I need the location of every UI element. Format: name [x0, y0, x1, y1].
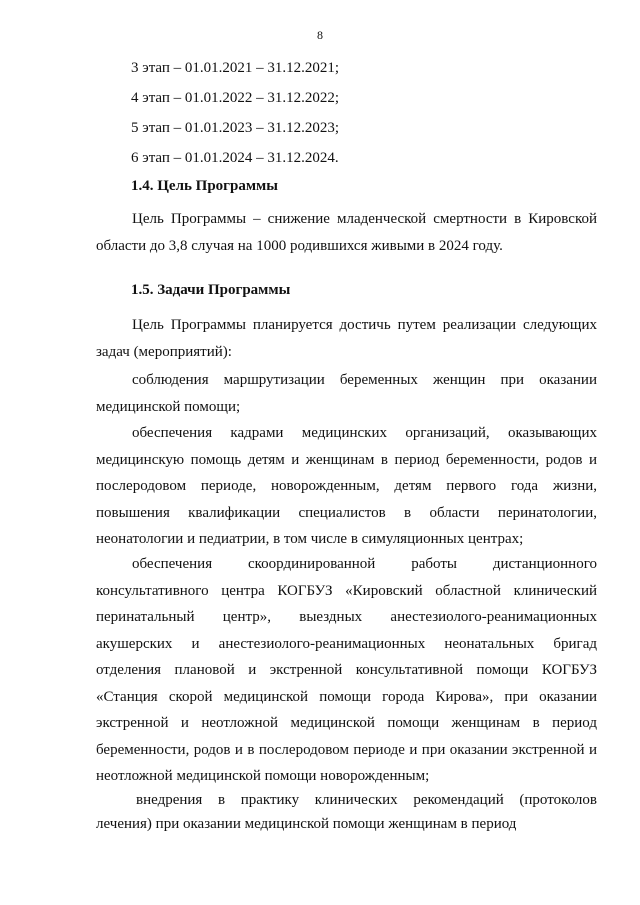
- stages-list: [131, 58, 339, 178]
- tasks-paragraph: обеспечения скоординированной работы дистанционного консультативного центра КОГБУЗ «Кировский областной клинический перинатальный центр», выездных анестезиолого-реанимационных акушерских и анестезиолого-реанимационных неонатальных бригад отделения плановой и экстренной консультативной помощи КОГБУЗ «Станция скорой медицинской помощи города Кирова», при оказании экстренной и неотложной медицинской помощи женщинам в период беременности, родов и в послеродовом периоде и при оказании экстренной и неотложной медицинской помощи новорожденным;: [96, 556, 597, 784]
- tasks-paragraph: обеспечения кадрами медицинских организаций, оказывающих медицинскую помощь детям и женщинам в период беременности, родов и послеродовом периоде, новорожденным, детям первого года жизни, повышения квалификации специалистов в области перинатологии, неонатологии и педиатрии, в том числе в симуляционных центрах;: [96, 425, 597, 547]
- stage-item: 6 этап – 01.01.2024 – 31.12.2024.: [131, 150, 339, 166]
- stage-item: 4 этап – 01.01.2022 – 31.12.2022;: [131, 90, 340, 106]
- tasks-heading: 1.5. Задачи Программы: [131, 282, 291, 298]
- stage-item: 3 этап – 01.01.2021 – 31.12.2021;: [131, 60, 340, 76]
- tasks-paragraph: Цель Программы планируется достичь путем реализации следующих задач (мероприятий):: [96, 317, 597, 360]
- goal-paragraph: Цель Программы – снижение младенческой смертности в Кировской области до 3,8 случая на 1000 родившихся живыми в 2024 году.: [96, 211, 597, 254]
- tasks-paragraph: внедрения в практику клинических рекомендаций (протоколов лечения) при оказании медицинской помощи женщинам в период: [96, 792, 597, 832]
- tasks-paragraph: соблюдения маршрутизации беременных женщин при оказании медицинской помощи;: [96, 372, 597, 415]
- goal-heading: 1.4. Цель Программы: [131, 178, 278, 194]
- stage-item: 5 этап – 01.01.2023 – 31.12.2023;: [131, 120, 340, 136]
- page-number: 8: [317, 28, 323, 42]
